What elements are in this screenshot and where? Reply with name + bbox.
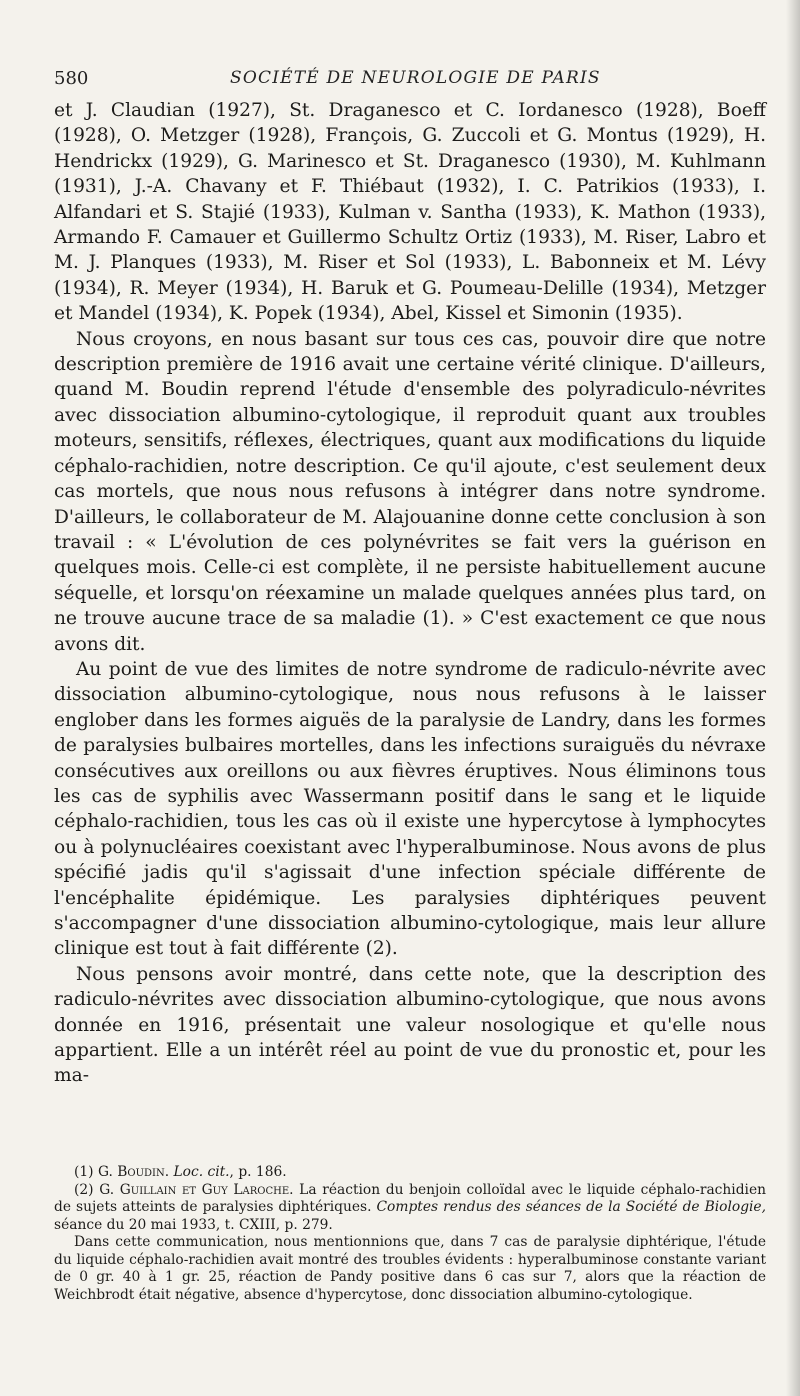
footnote-note: Dans cette communication, nous mentionnions que, dans 7 cas de paralysie diphtérique, l'étude du liquide céphalo-rachidien avait montré des troubles évidents : hyperalbuminose constante variant de 0 gr. 40 à 1 gr. 25, réaction de Pandy positive dans 6 cas sur 7, alors que la réaction de Weichbrodt était négative, absence d'hypercytose, donc dissociation albumino-cytologique. (54, 1234, 766, 1303)
footnote-2-details: séance du 20 mai 1933, t. CXIII, p. 279. (54, 1216, 333, 1233)
footnote-2 (54, 1182, 766, 1235)
footnote-1-marker: (1) (74, 1164, 94, 1180)
footnote-2-marker: (2) (74, 1181, 94, 1198)
paragraph-syndrome-limits: Au point de vue des limites de notre syndrome de radiculo-névrite avec dissociation albumino-cytologique, nous nous refusons à le laisser englober dans les formes aiguës de la paralysie de Landry, dans les formes de paralysies bulbaires mortelles, dans les infections suraiguës du névraxe consécutives aux oreillons ou aux fièvres éruptives. Nous éliminons tous les cas de syphilis avec Wassermann positif dans le sang et le liquide céphalo-rachidien, tous les cas où il existe une hypercytose à lymphocytes ou à polynucléaires coexistant avec l'hyperalbuminose. Nous avons de plus spécifié jadis qu'il s'agissait d'une infection spéciale différente de l'encéphalite épidémique. Les paralysies diphtériques peuvent s'accompagner d'une dissociation albumino-cytologique, mais leur allure clinique est tout à fait différente (2). (54, 658, 766, 960)
page-header (54, 68, 754, 94)
page-number: 580 (54, 68, 89, 89)
footnotes (54, 1164, 766, 1304)
footnote-2-authors: G. Guillain et Guy Laroche. (99, 1181, 294, 1198)
page-edge-shadow (786, 0, 800, 1396)
paragraph-conclusion: Nous pensons avoir montré, dans cette note, que la description des radiculo-névrites avec dissociation albumino-cytologique, que nous avons donnée en 1916, présentait une valeur nosologique et qu'elle nous appartient. Elle a un intérêt réel au point de vue du pronostic et, pour les ma- (54, 963, 766, 1087)
body-text (54, 98, 766, 1089)
footnote-1-ref: Loc. cit. (173, 1164, 230, 1180)
footnote-1-author: G. Boudin. (97, 1164, 170, 1180)
paragraph-references: et J. Claudian (1927), St. Draganesco et C. Iordanesco (1928), Boeff (1928), O. Metzger (1928), François, G. Zuccoli et G. Montus (1929), H. Hendrickx (1929), G. Marinesco et St. Draganesco (1930), M. Kuhlmann (1931), J.-A. Chavany et F. Thiébaut (1932), I. C. Patrikios (1933), I. Alfandari et S. Stajié (1933), Kulman v. Santha (1933), K. Mathon (1933), Armando F. Camauer et Guillermo Schultz Ortiz (1933), M. Riser, Labro et M. J. Planques (1933), M. Riser et Sol (1933), L. Babonneix et M. Lévy (1934), R. Meyer (1934), H. Baruk et G. Poumeau-Delille (1934), Metzger et Mandel (1934), K. Popek (1934), Abel, Kissel et Simonin (1935). (54, 100, 766, 325)
footnote-1-pages: , p. 186. (229, 1164, 287, 1180)
footnote-2-journal: Comptes rendus des séances de la Société de Biologie, (376, 1199, 766, 1215)
paragraph-clinical-truth: Nous croyons, en nous basant sur tous ces cas, pouvoir dire que notre description première de 1916 avait une certaine vérité clinique. D'ailleurs, quand M. Boudin reprend l'étude d'ensemble des polyradiculo-névrites avec dissociation albumino-cytologique, il reproduit quant aux troubles moteurs, sensitifs, réflexes, électriques, quant aux modifications du liquide céphalo-rachidien, notre description. Ce qu'il ajoute, c'est seulement deux cas mortels, que nous nous refusons à intégrer dans notre syndrome. D'ailleurs, le collaborateur de M. Alajouanine donne cette conclusion à son travail : « L'évolution de ces polynévrites se fait vers la guérison en quelques mois. Celle-ci est complète, il ne persiste habituellement aucune séquelle, et lorsqu'on réexamine un malade quelques années plus tard, on ne trouve aucune trace de sa maladie (1). » C'est exactement ce que nous avons dit. (54, 328, 766, 655)
footnote-2-text: La réaction du benjoin colloïdal avec le liquide céphalo-rachidien de sujets atteints de paralysies diphtériques. (54, 1181, 766, 1215)
running-title: SOCIÉTÉ DE NEUROLOGIE DE PARIS (230, 68, 601, 88)
footnote-1 (54, 1164, 766, 1182)
